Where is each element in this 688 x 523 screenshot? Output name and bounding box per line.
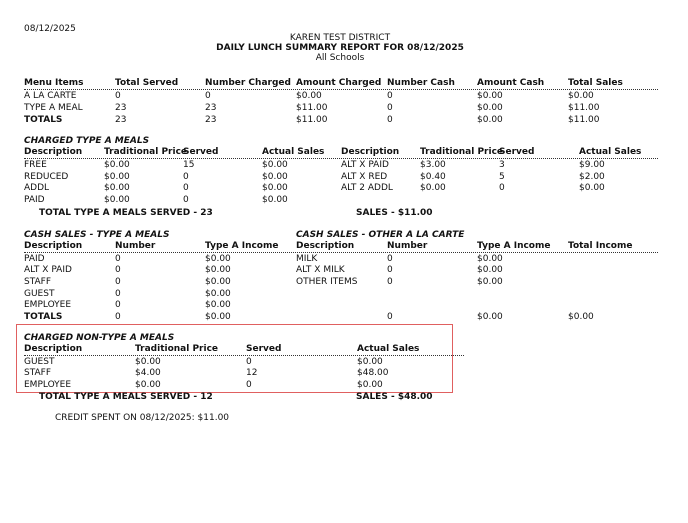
cell: OTHER ITEMS [296,277,358,287]
col-header: Actual Sales [262,147,325,157]
divider [24,158,658,159]
cell: A LA CARTE [24,91,77,101]
col-header: Traditional Price [104,147,188,157]
cell: 0 [387,91,393,101]
cell: REDUCED [24,172,69,182]
cell: 3 [499,160,505,170]
cell: ALT X RED [341,172,388,182]
cell: $0.00 [262,183,288,193]
cell: 5 [499,172,505,182]
cell: 0 [387,277,393,287]
cell: $0.00 [477,277,503,287]
cell: 0 [183,172,189,182]
cell: 0 [387,312,393,322]
cell: ADDL [24,183,50,193]
cell: $0.00 [135,380,161,390]
col-header: Description [341,147,400,157]
cell: $3.00 [420,160,446,170]
cell: PAID [24,195,45,205]
cell: 0 [115,254,121,264]
col-number-cash: Number Cash [387,78,455,88]
col-header: Served [183,147,219,157]
col-header: Description [24,147,83,157]
cell: 15 [183,160,195,170]
col-header: Number [387,241,428,251]
col-header: Description [24,241,83,251]
cell: $0.00 [104,183,130,193]
col-header: Actual Sales [357,344,420,354]
cell: 0 [499,183,505,193]
col-number-charged: Number Charged [205,78,291,88]
cell: TYPE A MEAL [24,103,83,113]
cell: 12 [246,368,258,378]
cell: $0.00 [296,91,322,101]
section-title: CASH SALES - TYPE A MEALS [24,230,170,240]
cell: TOTALS [24,312,63,322]
cell: ALT X PAID [341,160,389,170]
cell: $0.00 [205,300,231,310]
cell: $4.00 [135,368,161,378]
col-header: Traditional Price [135,344,219,354]
cell: $0.00 [477,265,503,275]
col-menu-items: Menu Items [24,78,84,88]
cell: 0 [115,265,121,275]
cell: $11.00 [568,103,600,113]
cell: 23 [205,115,217,125]
cell: STAFF [24,368,52,378]
cell: GUEST [24,289,55,299]
cell: 0 [183,183,189,193]
cell: $48.00 [357,368,389,378]
cell: $0.00 [477,254,503,264]
cell: GUEST [24,357,55,367]
section-title: CASH SALES - OTHER A LA CARTE [296,230,465,240]
col-amount-cash: Amount Cash [477,78,545,88]
cell: $0.00 [357,380,383,390]
cell: $0.00 [262,172,288,182]
col-amount-charged: Amount Charged [296,78,382,88]
cell: $0.00 [477,103,503,113]
cell: 0 [115,300,121,310]
col-header: Actual Sales [579,147,642,157]
cell: 23 [115,115,127,125]
cell: PAID [24,254,45,264]
cell: STAFF [24,277,52,287]
col-total-served: Total Served [115,78,179,88]
cell: $11.00 [296,115,328,125]
cell: 0 [115,91,121,101]
cell: $11.00 [568,115,600,125]
district-name: KAREN TEST DISTRICT [289,33,391,43]
divider [24,89,658,90]
section-title: CHARGED NON-TYPE A MEALS [24,333,175,343]
cell: $0.00 [477,91,503,101]
cell: $0.00 [205,254,231,264]
cell: $0.00 [205,265,231,275]
total-served-summary: TOTAL TYPE A MEALS SERVED - 23 [39,208,213,218]
cell: $0.00 [104,195,130,205]
cell: $2.00 [579,172,605,182]
cell: EMPLOYEE [24,300,72,310]
cell: $0.00 [579,183,605,193]
cell: 23 [205,103,217,113]
cell: 0 [387,115,393,125]
col-total-sales: Total Sales [568,78,623,88]
col-header: Served [246,344,282,354]
cell: 0 [246,357,252,367]
cell: ALT X MILK [296,265,345,275]
col-header: Type A Income [205,241,279,251]
report-title: DAILY LUNCH SUMMARY REPORT FOR 08/12/2025 [216,43,464,53]
sales-summary: SALES - $48.00 [356,392,433,402]
col-header: Description [24,344,83,354]
cell: $0.00 [568,312,594,322]
cell: 0 [115,289,121,299]
divider [24,355,464,356]
cell: $0.00 [262,195,288,205]
col-header: Traditional Price [420,147,504,157]
credit-spent: CREDIT SPENT ON 08/12/2025: $11.00 [55,413,230,423]
cell: 0 [205,91,211,101]
cell: 0 [387,254,393,264]
cell: $0.00 [357,357,383,367]
cell: 23 [115,103,127,113]
cell: $11.00 [296,103,328,113]
divider [24,252,658,253]
cell: $0.40 [420,172,446,182]
col-header: Served [499,147,535,157]
col-header: Description [296,241,355,251]
cell: $0.00 [205,277,231,287]
cell: $0.00 [477,115,503,125]
cell: $0.00 [420,183,446,193]
cell: $0.00 [104,160,130,170]
col-header: Total Income [568,241,633,251]
section-title: CHARGED TYPE A MEALS [24,136,150,146]
cell: EMPLOYEE [24,380,72,390]
sales-summary: SALES - $11.00 [356,208,433,218]
cell: $0.00 [205,312,231,322]
cell: 0 [183,195,189,205]
cell: 0 [246,380,252,390]
cell: $9.00 [579,160,605,170]
cell: $0.00 [568,91,594,101]
col-header: Number [115,241,156,251]
cell: FREE [24,160,47,170]
cell: $0.00 [477,312,503,322]
cell: 0 [115,312,121,322]
col-header: Type A Income [477,241,551,251]
report-subtitle: All Schools [315,53,365,63]
cell: $0.00 [205,289,231,299]
cell: 0 [115,277,121,287]
total-served-summary: TOTAL TYPE A MEALS SERVED - 12 [39,392,213,402]
cell: $0.00 [135,357,161,367]
report-date: 08/12/2025 [24,24,76,34]
cell: MILK [296,254,318,264]
cell: 0 [387,265,393,275]
cell: $0.00 [104,172,130,182]
cell: ALT 2 ADDL [341,183,393,193]
cell: TOTALS [24,115,63,125]
cell: ALT X PAID [24,265,72,275]
cell: 0 [387,103,393,113]
cell: $0.00 [262,160,288,170]
